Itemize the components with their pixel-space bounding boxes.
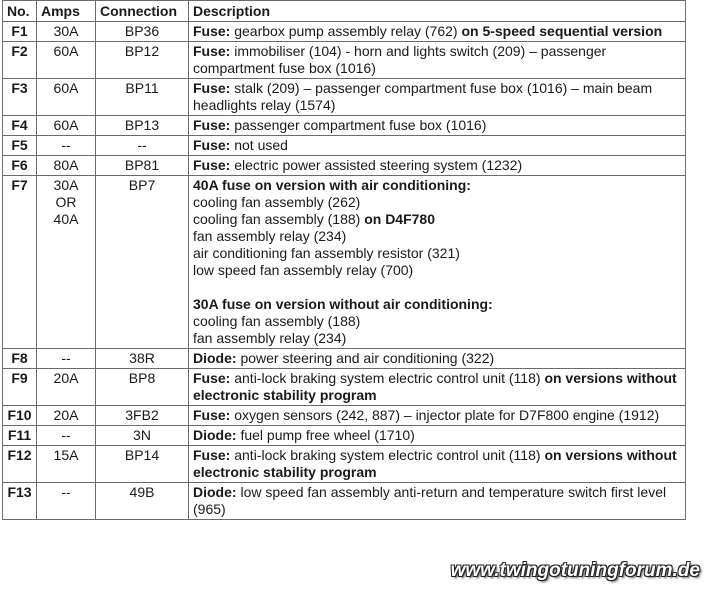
description-segment: gearbox pump assembly relay (762) <box>230 23 462 39</box>
fuse-number: F13 <box>3 483 37 520</box>
amps-line: -- <box>61 427 71 443</box>
description-segment: Fuse: <box>193 157 231 173</box>
fuse-amps <box>37 42 96 79</box>
fuse-amps <box>37 446 96 483</box>
fuse-description <box>189 406 686 426</box>
description-segment: cooling fan assembly (188) <box>193 211 365 227</box>
fuse-connection: BP14 <box>96 446 189 483</box>
description-segment: immobiliser (104) - horn and lights switch (209) – passenger compartment fuse box (1016) <box>193 43 607 76</box>
description-segment: not used <box>230 137 288 153</box>
description-segment: Fuse: <box>193 137 231 153</box>
fuse-description <box>189 136 686 156</box>
amps-line: 30A <box>53 23 79 39</box>
fuse-description <box>189 426 686 446</box>
amps-line: 30A <box>53 177 79 193</box>
table-row <box>3 136 686 156</box>
fuse-connection: BP12 <box>96 42 189 79</box>
table-row <box>3 156 686 176</box>
description-segment: stalk (209) – passenger compartment fuse box (1016) – main beam headlights relay (1574) <box>193 80 653 113</box>
description-segment: Diode: <box>193 427 237 443</box>
description-segment: passenger compartment fuse box (1016) <box>230 117 487 133</box>
watermark: www.twingotuningforum.de <box>450 560 700 581</box>
fuse-number: F5 <box>3 136 37 156</box>
table-row <box>3 79 686 116</box>
description-segment: on versions without electronic stability program <box>193 447 677 480</box>
amps-line: 80A <box>53 157 79 173</box>
fuse-number: F3 <box>3 79 37 116</box>
amps-line: 15A <box>53 447 79 463</box>
fuse-connection: BP8 <box>96 369 189 406</box>
fuse-number: F6 <box>3 156 37 176</box>
table-row <box>3 483 686 520</box>
description-segment: air conditioning fan assembly resistor (321) <box>193 245 460 261</box>
fuse-amps <box>37 156 96 176</box>
fuse-amps <box>37 426 96 446</box>
amps-line: 60A <box>53 80 79 96</box>
amps-line: 20A <box>53 370 79 386</box>
description-segment: fan assembly relay (234) <box>193 330 347 346</box>
fuse-amps <box>37 483 96 520</box>
description-segment: cooling fan assembly (188) <box>193 313 361 329</box>
fuse-number: F12 <box>3 446 37 483</box>
amps-line: 60A <box>53 117 79 133</box>
amps-line: -- <box>61 137 71 153</box>
header-amps: Amps <box>37 1 96 22</box>
fuse-connection: 49B <box>96 483 189 520</box>
description-segment: on D4F780 <box>364 211 436 227</box>
fuse-connection: BP11 <box>96 79 189 116</box>
description-segment: oxygen sensors (242, 887) – injector plate for D7F800 engine (1912) <box>230 407 660 423</box>
description-segment: Fuse: <box>193 80 231 96</box>
description-segment: Fuse: <box>193 407 231 423</box>
fuse-number: F2 <box>3 42 37 79</box>
fuse-connection: 3N <box>96 426 189 446</box>
fuse-description <box>189 446 686 483</box>
fuse-amps <box>37 116 96 136</box>
amps-line: 20A <box>53 407 79 423</box>
fuse-description <box>189 349 686 369</box>
table-row <box>3 406 686 426</box>
fuse-amps <box>37 176 96 349</box>
fuse-amps <box>37 369 96 406</box>
table-row <box>3 176 686 349</box>
fuse-description <box>189 79 686 116</box>
description-segment: 40A fuse on version with air conditioning: <box>193 177 471 193</box>
fuse-number: F10 <box>3 406 37 426</box>
fuse-connection: -- <box>96 136 189 156</box>
description-segment: low speed fan assembly relay (700) <box>193 262 414 278</box>
table-row <box>3 446 686 483</box>
fuse-number: F1 <box>3 22 37 42</box>
description-segment: cooling fan assembly (262) <box>193 194 361 210</box>
table-row <box>3 369 686 406</box>
fuse-connection: 3FB2 <box>96 406 189 426</box>
fuse-connection: 38R <box>96 349 189 369</box>
fuse-number: F9 <box>3 369 37 406</box>
description-segment: power steering and air conditioning (322) <box>236 350 495 366</box>
description-segment: anti-lock braking system electric control unit (118) <box>230 370 545 386</box>
amps-line: -- <box>61 484 71 500</box>
fuse-amps <box>37 79 96 116</box>
table-row <box>3 22 686 42</box>
fuse-description <box>189 176 686 349</box>
fuse-description <box>189 22 686 42</box>
description-segment: anti-lock braking system electric control unit (118) <box>230 447 545 463</box>
header-no: No. <box>3 1 37 22</box>
description-segment: fuel pump free wheel (1710) <box>236 427 415 443</box>
description-segment: Fuse: <box>193 117 231 133</box>
fuse-connection: BP13 <box>96 116 189 136</box>
description-gap <box>193 279 681 296</box>
fuse-connection: BP81 <box>96 156 189 176</box>
table-row <box>3 349 686 369</box>
table-row <box>3 116 686 136</box>
fuse-number: F8 <box>3 349 37 369</box>
fuse-connection: BP7 <box>96 176 189 349</box>
fuse-number: F7 <box>3 176 37 349</box>
header-row <box>3 1 686 22</box>
description-segment: Diode: <box>193 484 237 500</box>
table-row <box>3 426 686 446</box>
description-segment: fan assembly relay (234) <box>193 228 347 244</box>
description-segment: Fuse: <box>193 43 231 59</box>
fuse-connection: BP36 <box>96 22 189 42</box>
description-segment: 30A fuse on version without air conditioning: <box>193 296 493 312</box>
fuse-amps <box>37 22 96 42</box>
description-segment: Diode: <box>193 350 237 366</box>
description-segment: on versions without electronic stability program <box>193 370 677 403</box>
description-segment: Fuse: <box>193 447 231 463</box>
amps-line: 40A <box>53 211 79 227</box>
header-description: Description <box>189 1 686 22</box>
amps-line: 60A <box>53 43 79 59</box>
description-segment: electric power assisted steering system (1232) <box>230 157 523 173</box>
fuse-description <box>189 42 686 79</box>
fuse-amps <box>37 349 96 369</box>
fuse-number: F4 <box>3 116 37 136</box>
table-row <box>3 42 686 79</box>
description-segment: low speed fan assembly anti-return and temperature switch first level (965) <box>193 484 667 517</box>
fuse-amps <box>37 406 96 426</box>
fuse-description <box>189 156 686 176</box>
amps-line: OR <box>55 194 77 210</box>
description-segment: on 5-speed sequential version <box>461 23 663 39</box>
description-segment: Fuse: <box>193 23 231 39</box>
amps-line: -- <box>61 350 71 366</box>
fuse-number: F11 <box>3 426 37 446</box>
fuse-description <box>189 369 686 406</box>
header-connection: Connection <box>96 1 189 22</box>
fuse-description <box>189 116 686 136</box>
fuse-description <box>189 483 686 520</box>
fuse-table <box>2 0 686 520</box>
description-segment: Fuse: <box>193 370 231 386</box>
fuse-amps <box>37 136 96 156</box>
